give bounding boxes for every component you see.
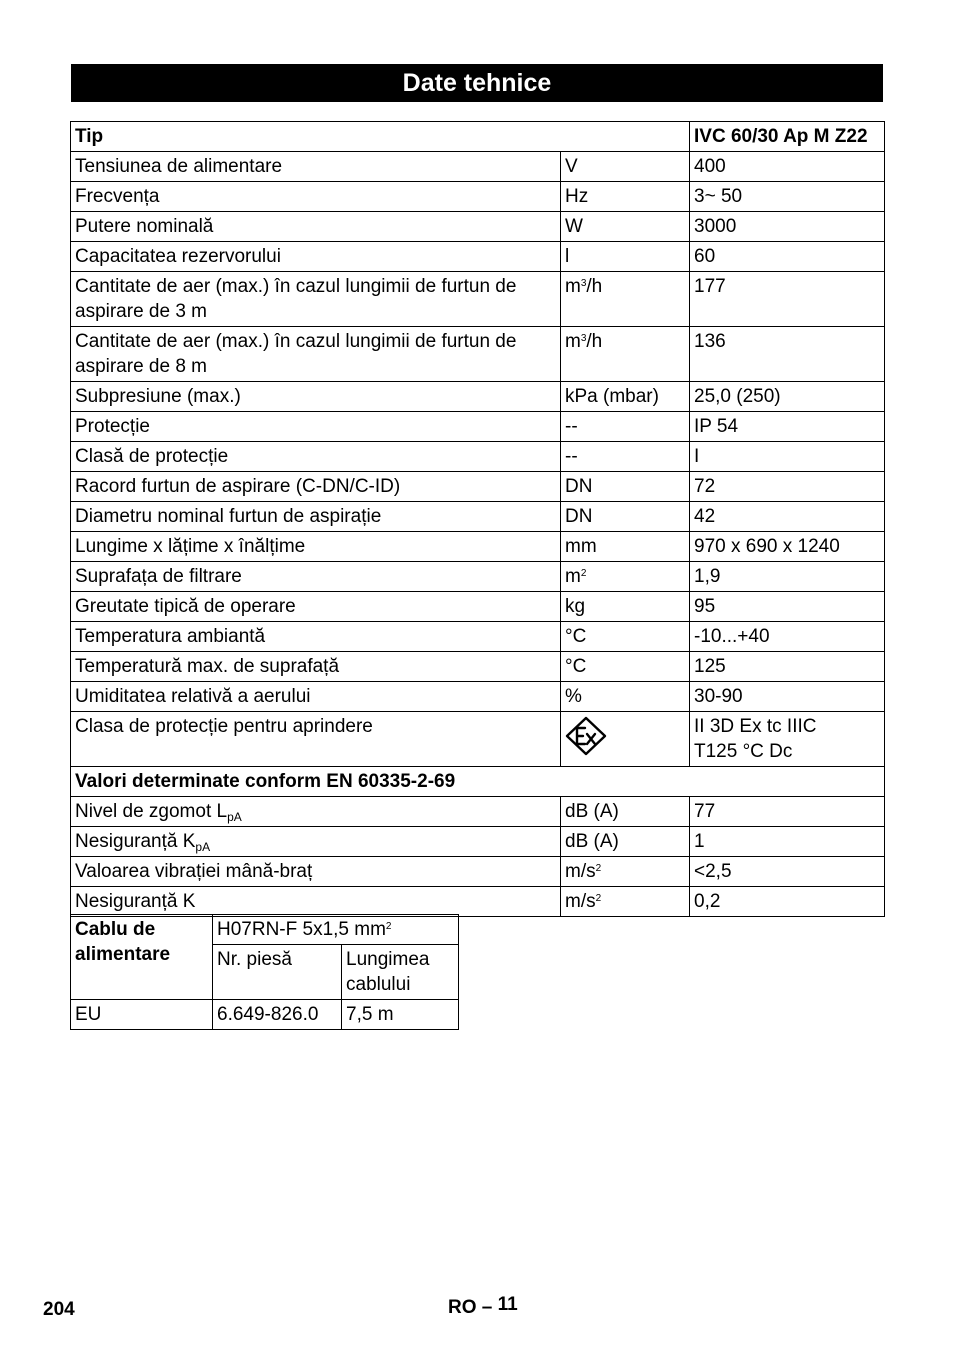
table-row bbox=[71, 712, 885, 767]
cable-region: EU bbox=[71, 1000, 213, 1030]
row-label: Temperatura ambiantă bbox=[71, 622, 561, 652]
row-label: Protecție bbox=[71, 412, 561, 442]
section-header-row bbox=[71, 767, 885, 797]
value-line: II 3D Ex tc IIIC bbox=[694, 716, 817, 737]
row-unit bbox=[561, 272, 690, 327]
power-cable-table bbox=[70, 914, 459, 1030]
unit-suffix: /h bbox=[586, 276, 603, 297]
row-unit: Hz bbox=[561, 182, 690, 212]
row-label: Capacitatea rezervorului bbox=[71, 242, 561, 272]
table-row bbox=[71, 887, 885, 917]
row-unit bbox=[561, 327, 690, 382]
row-label: Valoarea vibrației mână-braț bbox=[71, 857, 561, 887]
table-row bbox=[71, 682, 885, 712]
row-label: Diametru nominal furtun de aspirație bbox=[71, 502, 561, 532]
unit-base: m bbox=[565, 331, 581, 352]
ex-explosion-protection-icon bbox=[565, 716, 607, 756]
unit-base: m bbox=[565, 566, 581, 587]
row-label: Greutate tipică de operare bbox=[71, 592, 561, 622]
unit-exponent: 2 bbox=[595, 863, 602, 874]
label-text: Nesiguranță K bbox=[75, 831, 196, 852]
footer-language-page bbox=[448, 1294, 518, 1319]
row-value: 42 bbox=[690, 502, 885, 532]
row-value: 970 x 690 x 1240 bbox=[690, 532, 885, 562]
row-label: Temperatură max. de suprafață bbox=[71, 652, 561, 682]
cable-spec-text: H07RN-F 5x1,5 mm bbox=[217, 919, 386, 940]
row-value: 177 bbox=[690, 272, 885, 327]
table-row bbox=[71, 622, 885, 652]
row-label: Subpresiune (max.) bbox=[71, 382, 561, 412]
table-row bbox=[71, 382, 885, 412]
row-unit: mm bbox=[561, 532, 690, 562]
row-label: Clasă de protecție bbox=[71, 442, 561, 472]
row-value: 3000 bbox=[690, 212, 885, 242]
table-row bbox=[71, 472, 885, 502]
row-unit: V bbox=[561, 152, 690, 182]
row-value: 125 bbox=[690, 652, 885, 682]
row-unit: dB (A) bbox=[561, 797, 690, 827]
row-label bbox=[71, 797, 561, 827]
row-unit: °C bbox=[561, 622, 690, 652]
row-unit: % bbox=[561, 682, 690, 712]
table-row bbox=[71, 562, 885, 592]
page-title: Date tehnice bbox=[71, 64, 883, 102]
row-unit: kPa (mbar) bbox=[561, 382, 690, 412]
unit-exponent: 2 bbox=[595, 893, 602, 904]
type-label: Tip bbox=[71, 122, 690, 152]
table-row bbox=[71, 182, 885, 212]
unit-base: m/s bbox=[565, 891, 596, 912]
row-unit bbox=[561, 857, 690, 887]
row-value bbox=[690, 712, 885, 767]
unit-exponent: 3 bbox=[580, 333, 587, 344]
page-number: 204 bbox=[43, 1299, 75, 1320]
row-unit: l bbox=[561, 242, 690, 272]
table-header-row bbox=[71, 122, 885, 152]
table-row bbox=[71, 827, 885, 857]
table-row bbox=[71, 532, 885, 562]
row-value: 400 bbox=[690, 152, 885, 182]
row-label: Lungime x lățime x înălțime bbox=[71, 532, 561, 562]
footer-local-page: 11 bbox=[497, 1294, 518, 1315]
row-value: -10...+40 bbox=[690, 622, 885, 652]
row-value: 1 bbox=[690, 827, 885, 857]
row-label: Cantitate de aer (max.) în cazul lungimii de furtun de aspirare de 8 m bbox=[71, 327, 561, 382]
cable-spec bbox=[213, 915, 459, 945]
row-label: Tensiunea de alimentare bbox=[71, 152, 561, 182]
row-value: 30-90 bbox=[690, 682, 885, 712]
label-subscript: pA bbox=[227, 810, 242, 824]
row-value: 60 bbox=[690, 242, 885, 272]
table-row bbox=[71, 857, 885, 887]
unit-base: m/s bbox=[565, 861, 596, 882]
row-label: Racord furtun de aspirare (C-DN/C-ID) bbox=[71, 472, 561, 502]
row-value: 25,0 (250) bbox=[690, 382, 885, 412]
row-label: Clasa de protecție pentru aprindere bbox=[71, 712, 561, 767]
col-part-number: Nr. piesă bbox=[213, 945, 342, 1000]
table-row bbox=[71, 652, 885, 682]
table-row bbox=[71, 502, 885, 532]
unit-exponent: 3 bbox=[580, 278, 587, 289]
row-unit: W bbox=[561, 212, 690, 242]
row-value: <2,5 bbox=[690, 857, 885, 887]
cable-part-number: 6.649-826.0 bbox=[213, 1000, 342, 1030]
cable-header-label: Cablu de alimentare bbox=[71, 915, 213, 1000]
unit-base: m bbox=[565, 276, 581, 297]
label-text: Nivel de zgomot L bbox=[75, 801, 228, 822]
row-unit bbox=[561, 562, 690, 592]
row-unit: kg bbox=[561, 592, 690, 622]
row-unit: DN bbox=[561, 502, 690, 532]
row-value: 0,2 bbox=[690, 887, 885, 917]
row-unit bbox=[561, 712, 690, 767]
table-row bbox=[71, 1000, 459, 1030]
model-name: IVC 60/30 Ap M Z22 bbox=[690, 122, 885, 152]
table-row bbox=[71, 592, 885, 622]
table-row bbox=[71, 327, 885, 382]
row-label: Suprafața de filtrare bbox=[71, 562, 561, 592]
row-unit: -- bbox=[561, 442, 690, 472]
row-unit: -- bbox=[561, 412, 690, 442]
technical-data-table bbox=[70, 121, 885, 917]
table-row bbox=[71, 272, 885, 327]
row-unit: DN bbox=[561, 472, 690, 502]
row-value: 72 bbox=[690, 472, 885, 502]
row-value: 77 bbox=[690, 797, 885, 827]
section-title: Valori determinate conform EN 60335-2-69 bbox=[71, 767, 885, 797]
footer-dash: – bbox=[481, 1297, 493, 1318]
unit-exponent: 2 bbox=[580, 568, 587, 579]
label-subscript: pA bbox=[195, 840, 211, 854]
value-line: T125 °C Dc bbox=[694, 741, 793, 762]
table-row bbox=[71, 212, 885, 242]
row-label: Umiditatea relativă a aerului bbox=[71, 682, 561, 712]
cable-length: 7,5 m bbox=[342, 1000, 459, 1030]
table-row bbox=[71, 242, 885, 272]
row-label bbox=[71, 827, 561, 857]
row-value: I bbox=[690, 442, 885, 472]
row-label: Cantitate de aer (max.) în cazul lungimii de furtun de aspirare de 3 m bbox=[71, 272, 561, 327]
footer-lang: RO bbox=[448, 1297, 477, 1318]
unit-suffix: /h bbox=[586, 331, 603, 352]
row-value: 95 bbox=[690, 592, 885, 622]
row-value: 1,9 bbox=[690, 562, 885, 592]
row-label: Nesiguranță K bbox=[71, 887, 561, 917]
table-row bbox=[71, 412, 885, 442]
table-row bbox=[71, 442, 885, 472]
row-unit bbox=[561, 887, 690, 917]
cable-spec-exponent: 2 bbox=[385, 921, 392, 932]
row-label: Putere nominală bbox=[71, 212, 561, 242]
table-row bbox=[71, 152, 885, 182]
row-unit: dB (A) bbox=[561, 827, 690, 857]
row-unit: °C bbox=[561, 652, 690, 682]
cable-header-row bbox=[71, 915, 459, 945]
col-cable-length: Lungimea cablului bbox=[342, 945, 459, 1000]
row-value: 136 bbox=[690, 327, 885, 382]
table-row bbox=[71, 797, 885, 827]
row-value: 3~ 50 bbox=[690, 182, 885, 212]
row-value: IP 54 bbox=[690, 412, 885, 442]
row-label: Frecvența bbox=[71, 182, 561, 212]
